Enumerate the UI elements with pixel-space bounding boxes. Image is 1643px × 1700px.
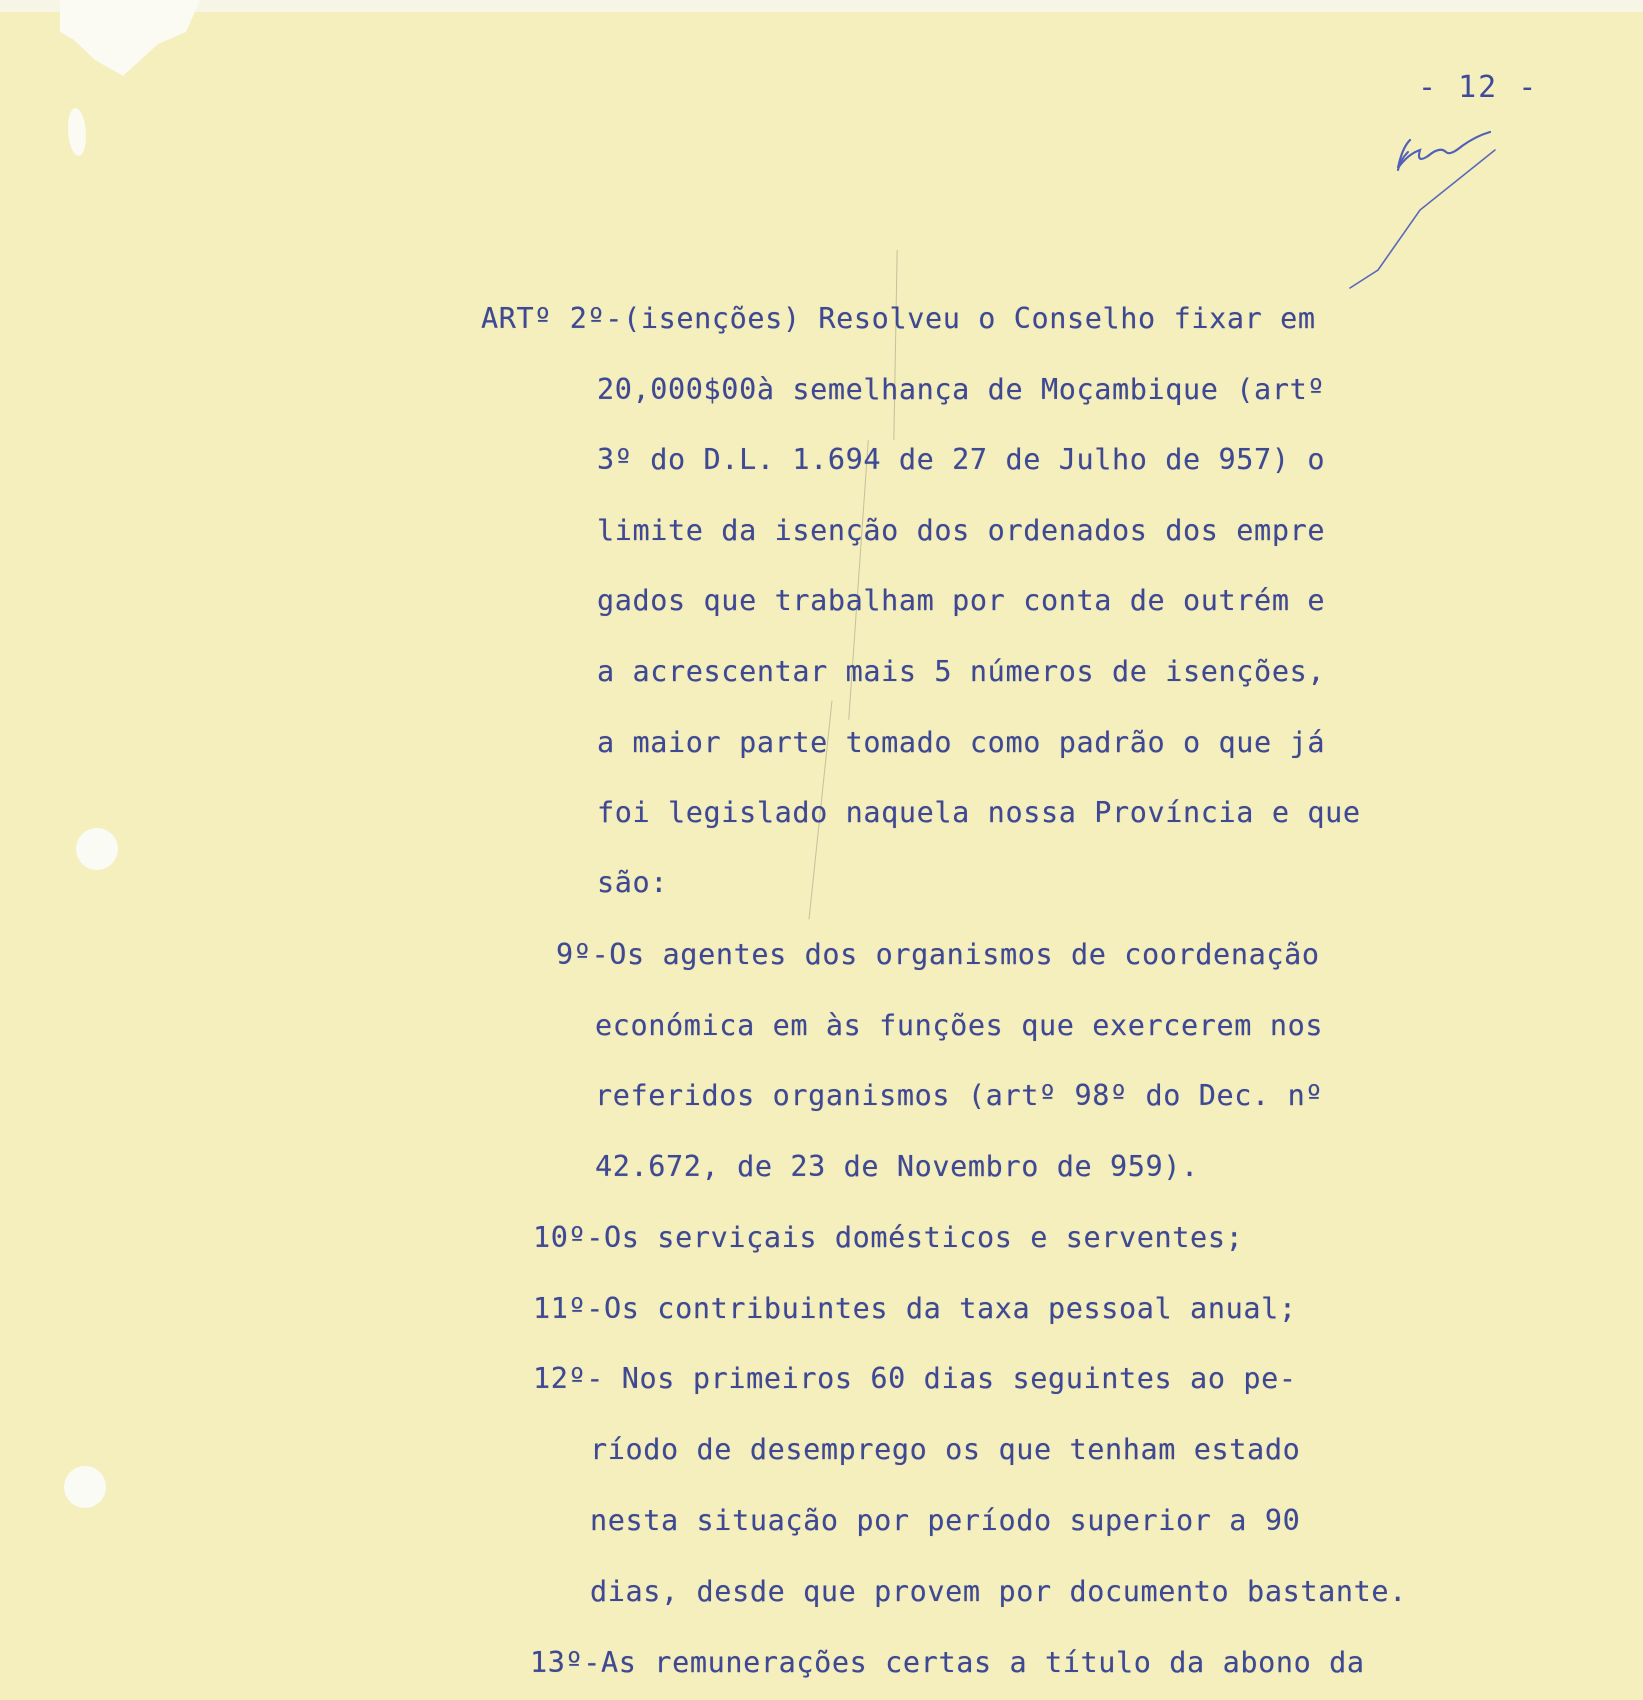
- torn-corner: [60, 0, 200, 80]
- item-9-line: 42.672, de 23 de Novembro de 959).: [595, 1150, 1199, 1183]
- article-line: a maior parte tomado como padrão o que já: [597, 726, 1326, 759]
- paper-top-edge: [0, 0, 1643, 12]
- item-9-line: referidos organismos (artº 98º do Dec. nº: [595, 1079, 1324, 1112]
- item-12-line: dias, desde que provem por documento bastante.: [590, 1575, 1407, 1608]
- article-line: gados que trabalham por conta de outrém e: [597, 584, 1326, 617]
- punch-hole: [64, 1466, 106, 1508]
- article-line: são:: [597, 866, 669, 899]
- item-12-line: nesta situação por período superior a 90: [590, 1504, 1301, 1537]
- article-line: limite da isenção dos ordenados dos empre: [597, 514, 1326, 547]
- punch-hole: [76, 828, 118, 870]
- item-11-line: 11º-Os contribuintes da taxa pessoal anual;: [533, 1292, 1297, 1325]
- item-10-line: 10º-Os serviçais domésticos e serventes;: [533, 1221, 1244, 1254]
- item-13-line: 13º-As remunerações certas a título da abono da: [530, 1646, 1365, 1679]
- item-12-line: ríodo de desemprego os que tenham estado: [590, 1433, 1301, 1466]
- paper-crease: [893, 250, 897, 440]
- article-line: foi legislado naquela nossa Província e que: [597, 796, 1361, 829]
- article-line: 3º do D.L. 1.694 de 27 de Julho de 957) o: [597, 443, 1326, 476]
- item-9-line: económica em às funções que exercerem nos: [595, 1009, 1324, 1042]
- signature-mark: [1280, 120, 1540, 300]
- item-9-line: 9º-Os agentes dos organismos de coordenação: [556, 938, 1320, 971]
- article-heading-line: ARTº 2º-(isenções) Resolveu o Conselho fixar em: [481, 302, 1316, 335]
- article-line: 20,000$00à semelhança de Moçambique (artº: [597, 373, 1326, 406]
- page-number: - 12 -: [1418, 70, 1539, 105]
- article-line: a acrescentar mais 5 números de isenções,: [597, 655, 1326, 688]
- item-12-line: 12º- Nos primeiros 60 dias seguintes ao pe-: [533, 1362, 1297, 1395]
- torn-fragment: [68, 108, 86, 156]
